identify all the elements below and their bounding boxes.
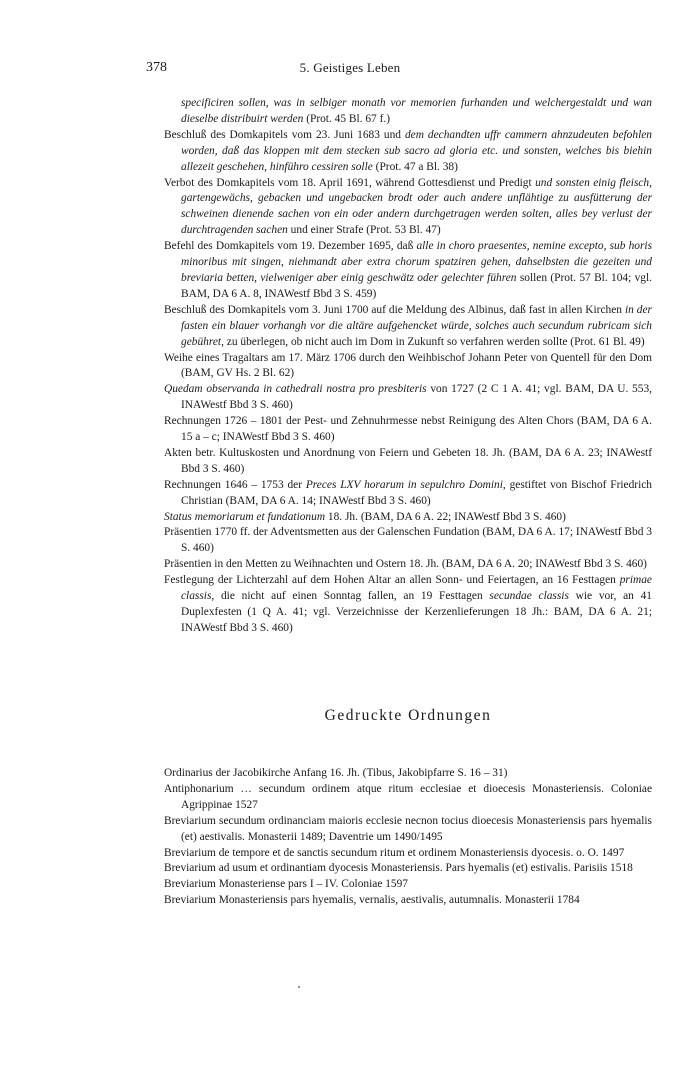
entry-text: Rechnungen 1726 – 1801 der Pest- und Zehnuhrmesse nebst Reinigung des Alten Chors (BAM, DA 6 A. 15 a – c; INAWestf Bbd 3 S. 460) [164, 415, 652, 444]
entry-text: (Prot. 47 a Bl. 38) [372, 160, 458, 173]
archival-entries-list [164, 96, 652, 637]
entry-text: Präsentien in den Metten zu Weihnachten und Ostern 18. Jh. (BAM, DA 6 A. 20; INAWestf Bbd 3 S. 460) [164, 558, 647, 571]
quoted-text: dem dechandten uffr cammern ahnzudeuten befohlen worden, daß das kloppen mit dem stecken sub sacro ad gloria etc. und sonsten, welches bis biehin allezeit geschehen, hinführo cessiren solle [181, 128, 652, 173]
archival-entry [164, 446, 652, 478]
entry-text: , gestiftet von Bischof Friedrich Christian (BAM, DA 6 A. 14; INAWestf Bbd 3 S. 460) [181, 478, 652, 507]
archival-entry [164, 128, 652, 176]
archival-entry [164, 525, 652, 557]
entry-text: wie vor, an 41 Duplexfesten (1 Q A. 41; vgl. Verzeichnisse der Kerzenlieferungen 18 Jh.: BAM, DA 6 A. 21; INAWestf Bbd 3 S. 460) [181, 590, 653, 634]
entry-text: , die nicht auf einen Sonntag fallen, an 19 Festtagen [211, 590, 490, 603]
entry-text: Präsentien 1770 ff. der Adventsmetten aus der Galenschen Fundation (BAM, DA 6 A. 17; INAWestf Bbd 3 S. 460) [164, 526, 652, 555]
entry-text: sollen (Prot. 57 Bl. 104; vgl. BAM, DA 6 A. 8, INAWestf Bbd 3 S. 459) [181, 271, 653, 300]
quoted-text: specificiren sollen, was in selbiger monath vor memorien furhanden und welchergestaldt und wan dieselbe distribuirt werden [181, 97, 652, 125]
archival-entry [164, 478, 652, 510]
entry-text: Weihe eines Tragaltars am 17. März 1706 durch den Weihbischof Johann Peter von Quentell für den Dom (BAM, GV Hs. 2 Bl. 62) [164, 351, 652, 380]
quoted-text: alle in choro praesentes, nemine excepto, sub horis minoribus mit singen, niehmandt aber extra chorum spatziren gehen, dahselbsten die gezeiten und breviaria betten, vielweniger aber einig geschwätz oder gelechter führen [181, 240, 652, 284]
quoted-text: Quedam observanda in cathedrali nostra pro presbiteris [164, 383, 427, 396]
archival-entry [164, 573, 652, 637]
page-mark [298, 986, 300, 988]
entry-text: Verbot des Domkapitels vom 18. April 1691, während Gottesdienst und Predigt [164, 176, 536, 189]
archival-entry [164, 351, 652, 383]
entry-text: Beschluß des Domkapitels vom 23. Juni 1683 und [164, 128, 405, 141]
archival-entry [164, 382, 652, 414]
section-heading: Gedruckte Ordnungen [324, 707, 492, 724]
printed-entry: Breviarium Monasteriensis pars hyemalis, vernalis, aestivalis, autumnalis. Monasterii 1784 [164, 894, 580, 907]
archival-entry [164, 176, 652, 240]
quoted-text: secundae classis [489, 590, 569, 603]
quoted-text: in der fasten ein blauer vorhangh vor die altäre aufgehencket würde, solches auch secundum rubricam sich gebühret [181, 303, 652, 348]
quoted-text: und sonsten einig fleisch, gartengewächs, gebacken und ungebacken brodt oder auch andere unflähtige zu ausfütterung der schweinen dienende sachen von ein oder andern durchgetragen werden solten, alles bey verlust der durchtragenden sachen [181, 176, 652, 237]
page-number: 378 [146, 60, 167, 75]
entry-text: Rechnungen 1646 – 1753 der [164, 478, 306, 491]
entry-text: Festlegung der Lichterzahl auf dem Hohen Altar an allen Sonn- und Feiertagen, an 16 Festtagen [164, 574, 620, 587]
printed-entry: Breviarium secundum ordinanciam maioris ecclesie necnon tocius dioecesis Monasteriensis pars hyemalis (et) aestivalis. Monasterii 1489; Daventrie um 1490/1495 [164, 814, 652, 843]
printed-entry: Breviarium Monasteriense pars I – IV. Coloniae 1597 [164, 878, 409, 891]
quoted-text: primae classis [181, 574, 652, 603]
entry-text: 18. Jh. (BAM, DA 6 A. 22; INAWestf Bbd 3 S. 460) [325, 510, 566, 523]
entry-text: und einer Strafe (Prot. 53 Bl. 47) [287, 224, 441, 237]
archival-entry [164, 510, 652, 526]
printed-entry: Breviarium de tempore et de sanctis secundum ritum et ordinem Monasteriensis dyocesis. o. O. 1497 [164, 846, 625, 859]
printed-orders-list [164, 766, 652, 909]
quoted-text: Preces LXV horarum in sepulchro Domini [305, 478, 503, 491]
printed-entry: Antiphonarium … secundum ordinem atque ritum ecclesiae et dioecesis Monasteriensis. Coloniae Agrippinae 1527 [164, 782, 652, 811]
entry-text: von 1727 (2 C 1 A. 41; vgl. BAM, DA U. 553, INAWestf Bbd 3 S. 460) [181, 383, 652, 412]
entry-text: Beschluß des Domkapitels vom 3. Juni 1700 auf die Meldung des Albinus, daß fast in allen Kirchen [164, 303, 625, 316]
entry-text: , zu überlegen, ob nicht auch im Dom in Zukunft so verfahren werden sollte (Prot. 61 Bl. 49) [221, 335, 645, 348]
quoted-text: Status memoriarum et fundationum [164, 510, 326, 523]
archival-entry [164, 96, 652, 128]
entry-text: Befehl des Domkapitels vom 19. Dezember 1695, daß [164, 240, 417, 253]
entry-text: (Prot. 45 Bl. 67 f.) [303, 112, 391, 125]
archival-entry [164, 239, 652, 303]
printed-entry: Ordinarius der Jacobikirche Anfang 16. Jh. (Tibus, Jakobipfarre S. 16 – 31) [164, 767, 508, 779]
archival-entry [164, 303, 652, 351]
archival-entry [164, 557, 652, 573]
archival-entry [164, 414, 652, 446]
entry-text: Akten betr. Kultuskosten und Anordnung von Feiern und Gebeten 18. Jh. (BAM, DA 6 A. 23; INAWestf Bbd 3 S. 460) [164, 446, 652, 475]
running-head: 5. Geistiges Leben [299, 60, 401, 75]
printed-entry: Breviarium ad usum et ordinantiam dyocesis Monasteriensis. Pars hyemalis (et) estivalis. Parisiis 1518 [164, 862, 633, 875]
